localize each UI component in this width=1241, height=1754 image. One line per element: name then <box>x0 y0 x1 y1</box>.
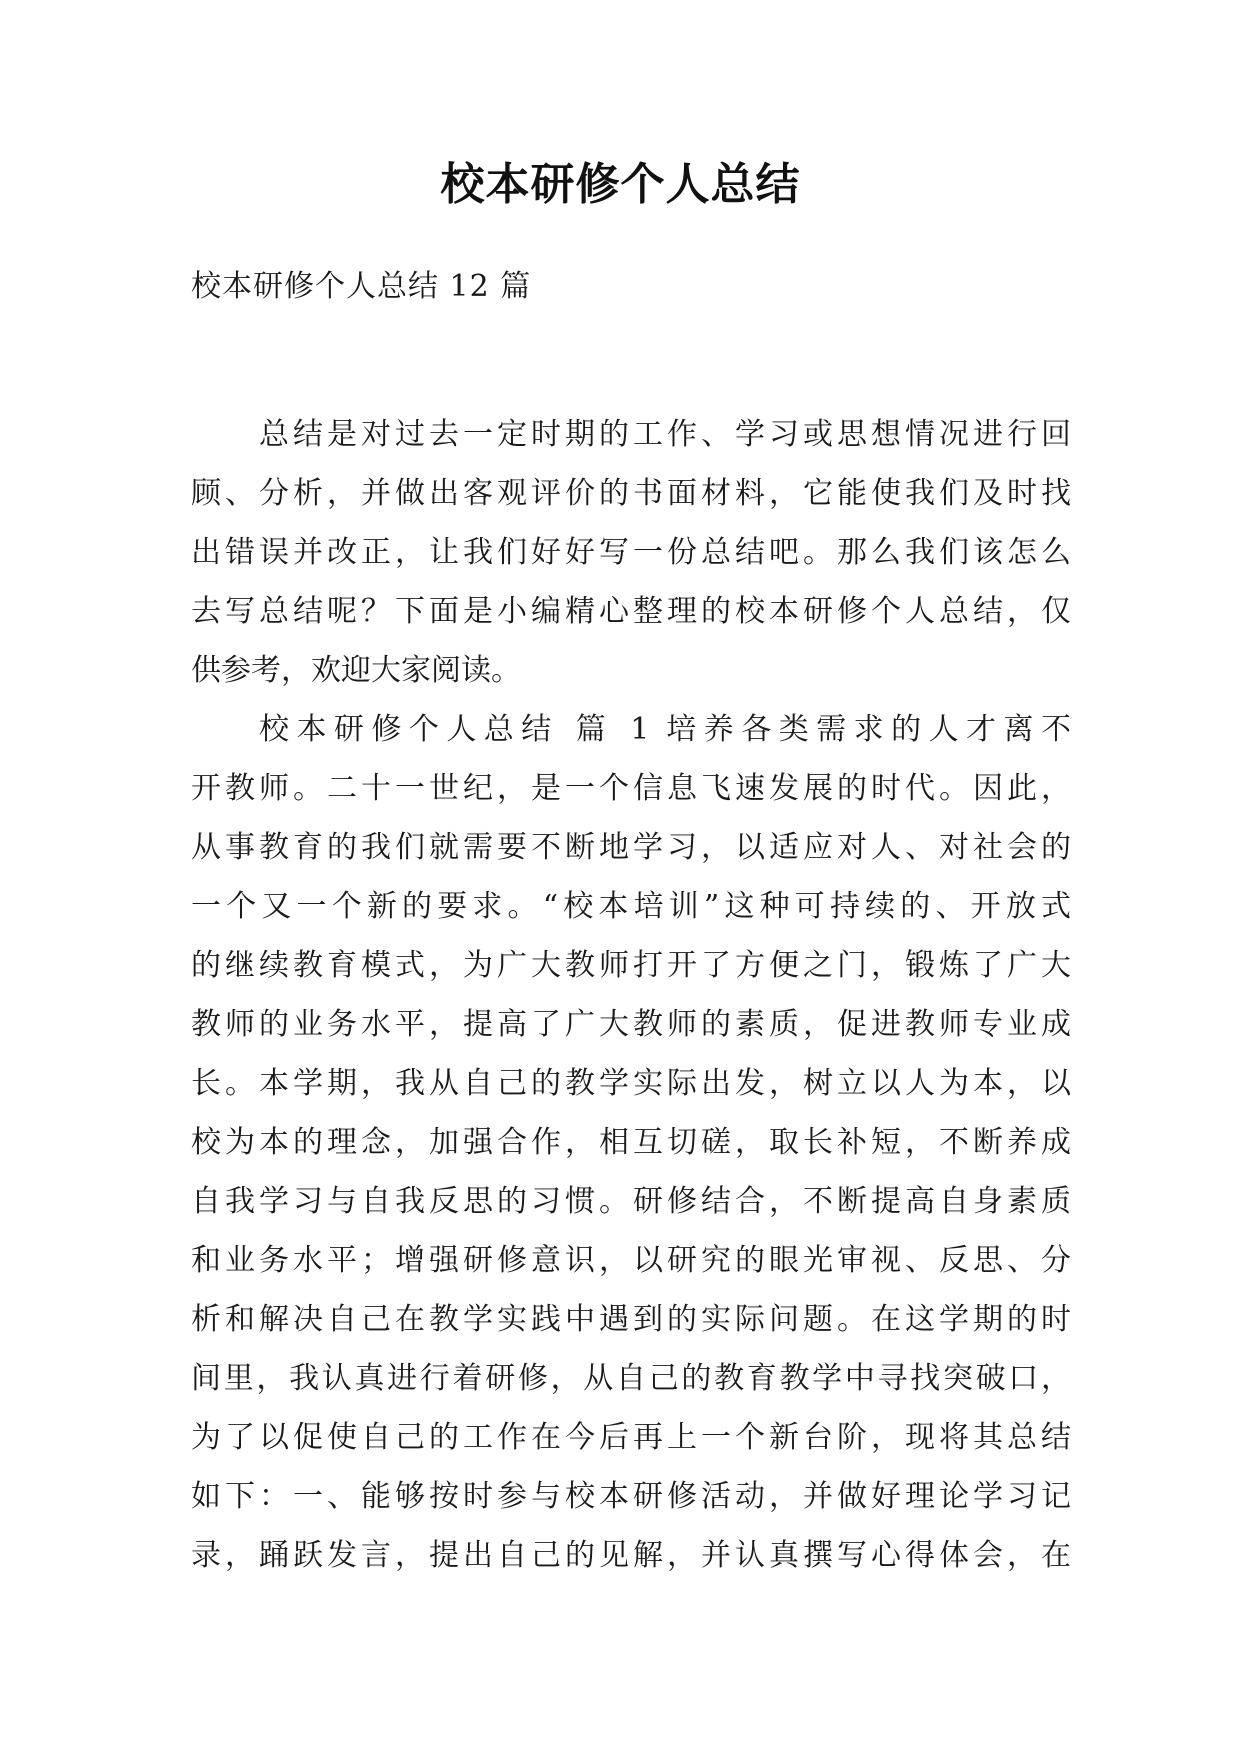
text-line: 供参考，欢迎大家阅读。 <box>191 653 521 688</box>
text-line: 校为本的理念，加强合作，相互切磋，取长补短，不断养成 <box>191 1125 1071 1160</box>
document-title: 校本研修个人总结 <box>440 159 801 210</box>
text-line: 教师的业务水平，提高了广大教师的素质，促进教师专业成 <box>191 1007 1071 1042</box>
text-line: 间里，我认真进行着研修，从自己的教育教学中寻找突破口， <box>191 1361 1071 1396</box>
text-line: 开教师。二十一世纪，是一个信息飞速发展的时代。因此， <box>191 771 1071 806</box>
document-subtitle: 校本研修个人总结 12 篇 <box>191 269 532 304</box>
text-line: 去写总结呢？下面是小编精心整理的校本研修个人总结，仅 <box>191 594 1071 629</box>
text-line: 和业务水平；增强研修意识，以研究的眼光审视、反思、分 <box>191 1243 1071 1278</box>
text-line: 一个又一个新的要求。“校本培训”这种可持续的、开放式 <box>191 889 1071 924</box>
text-line: 录，踊跃发言，提出自己的见解，并认真撰写心得体会，在 <box>191 1538 1071 1573</box>
section1-heading-line: 校本研修个人总结 篇 1 培养各类需求的人才离不 <box>259 712 1071 747</box>
text-line: 总结是对过去一定时期的工作、学习或思想情况进行回 <box>259 417 1071 452</box>
text-line: 如下：一、能够按时参与校本研修活动，并做好理论学习记 <box>191 1479 1071 1514</box>
text-line: 顾、分析，并做出客观评价的书面材料，它能使我们及时找 <box>191 476 1071 511</box>
text-line: 自我学习与自我反思的习惯。研修结合，不断提高自身素质 <box>191 1184 1071 1219</box>
text-line: 析和解决自己在教学实践中遇到的实际问题。在这学期的时 <box>191 1302 1071 1337</box>
text-line: 出错误并改正，让我们好好写一份总结吧。那么我们该怎么 <box>191 535 1071 570</box>
text-line: 的继续教育模式，为广大教师打开了方便之门，锻炼了广大 <box>191 948 1071 983</box>
text-line: 为了以促使自己的工作在今后再上一个新台阶，现将其总结 <box>191 1420 1071 1455</box>
text-line: 从事教育的我们就需要不断地学习，以适应对人、对社会的 <box>191 830 1071 865</box>
intro-paragraph <box>191 405 1071 700</box>
text-line: 长。本学期，我从自己的教学实际出发，树立以人为本，以 <box>191 1066 1071 1101</box>
section1-paragraph <box>191 700 1071 1585</box>
